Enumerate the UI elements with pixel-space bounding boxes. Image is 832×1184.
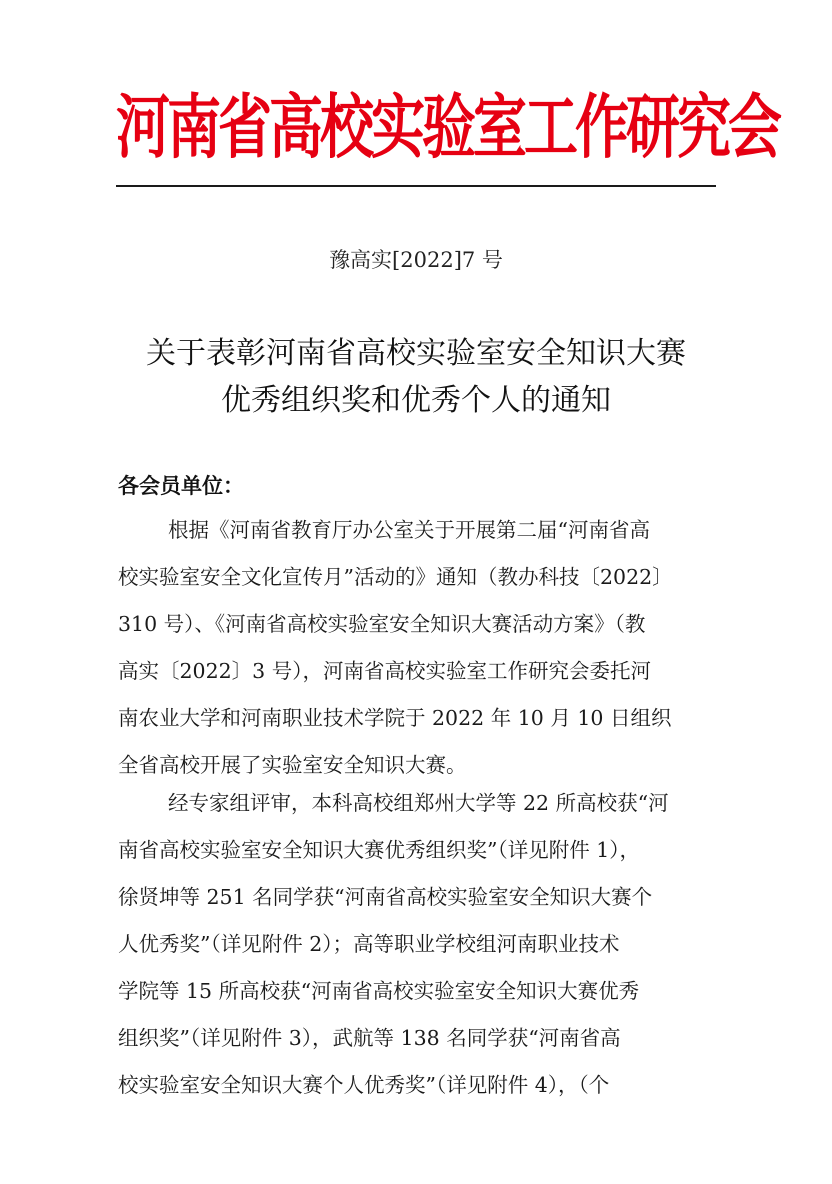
body-paragraph-1 [118, 507, 718, 789]
paragraph-line: 高实〔2022〕3 号），河南省高校实验室工作研究会委托河 [118, 659, 651, 683]
paragraph-line: 组织奖”（详见附件 3），武航等 138 名同学获“河南省高 [118, 1026, 621, 1050]
paragraph-line: 南省高校实验室安全知识大赛优秀组织奖”（详见附件 1）， [118, 838, 641, 862]
paragraph-line: 经专家组评审，本科高校组郑州大学等 22 所高校获“河 [168, 791, 669, 815]
paragraph-line: 徐贤坤等 251 名同学获“河南省高校实验室安全知识大赛个 [118, 885, 653, 909]
header-divider [116, 185, 716, 187]
paragraph-line: 人优秀奖”（详见附件 2）；高等职业学校组河南职业技术 [118, 932, 620, 956]
body-paragraph-2 [118, 780, 718, 1109]
paragraph-line: 根据《河南省教育厅办公室关于开展第二届“河南省高 [168, 518, 650, 542]
paragraph-line: 校实验室安全知识大赛个人优秀奖”（详见附件 4），（个 [118, 1073, 610, 1097]
paragraph-line: 校实验室安全文化宣传月”活动的》通知（教办科技〔2022〕 [118, 565, 673, 589]
paragraph-line: 学院等 15 所高校获“河南省高校实验室安全知识大赛优秀 [118, 979, 640, 1003]
title-line-2: 优秀组织奖和优秀个人的通知 [221, 383, 611, 418]
paragraph-line: 全省高校开展了实验室安全知识大赛。 [118, 753, 467, 777]
title-line-1: 关于表彰河南省高校实验室安全知识大赛 [146, 336, 686, 371]
document-title [96, 330, 736, 424]
document-number: 豫高实[2022]7 号 [329, 248, 503, 272]
org-masthead: 河南省高校实验室工作研究会 [116, 87, 779, 168]
paragraph-line: 310 号）、《河南省高校实验室安全知识大赛活动方案》（教 [118, 612, 646, 636]
paragraph-line: 南农业大学和河南职业技术学院于 2022 年 10 月 10 日组织 [118, 706, 672, 730]
salutation: 各会员单位： [118, 474, 244, 498]
